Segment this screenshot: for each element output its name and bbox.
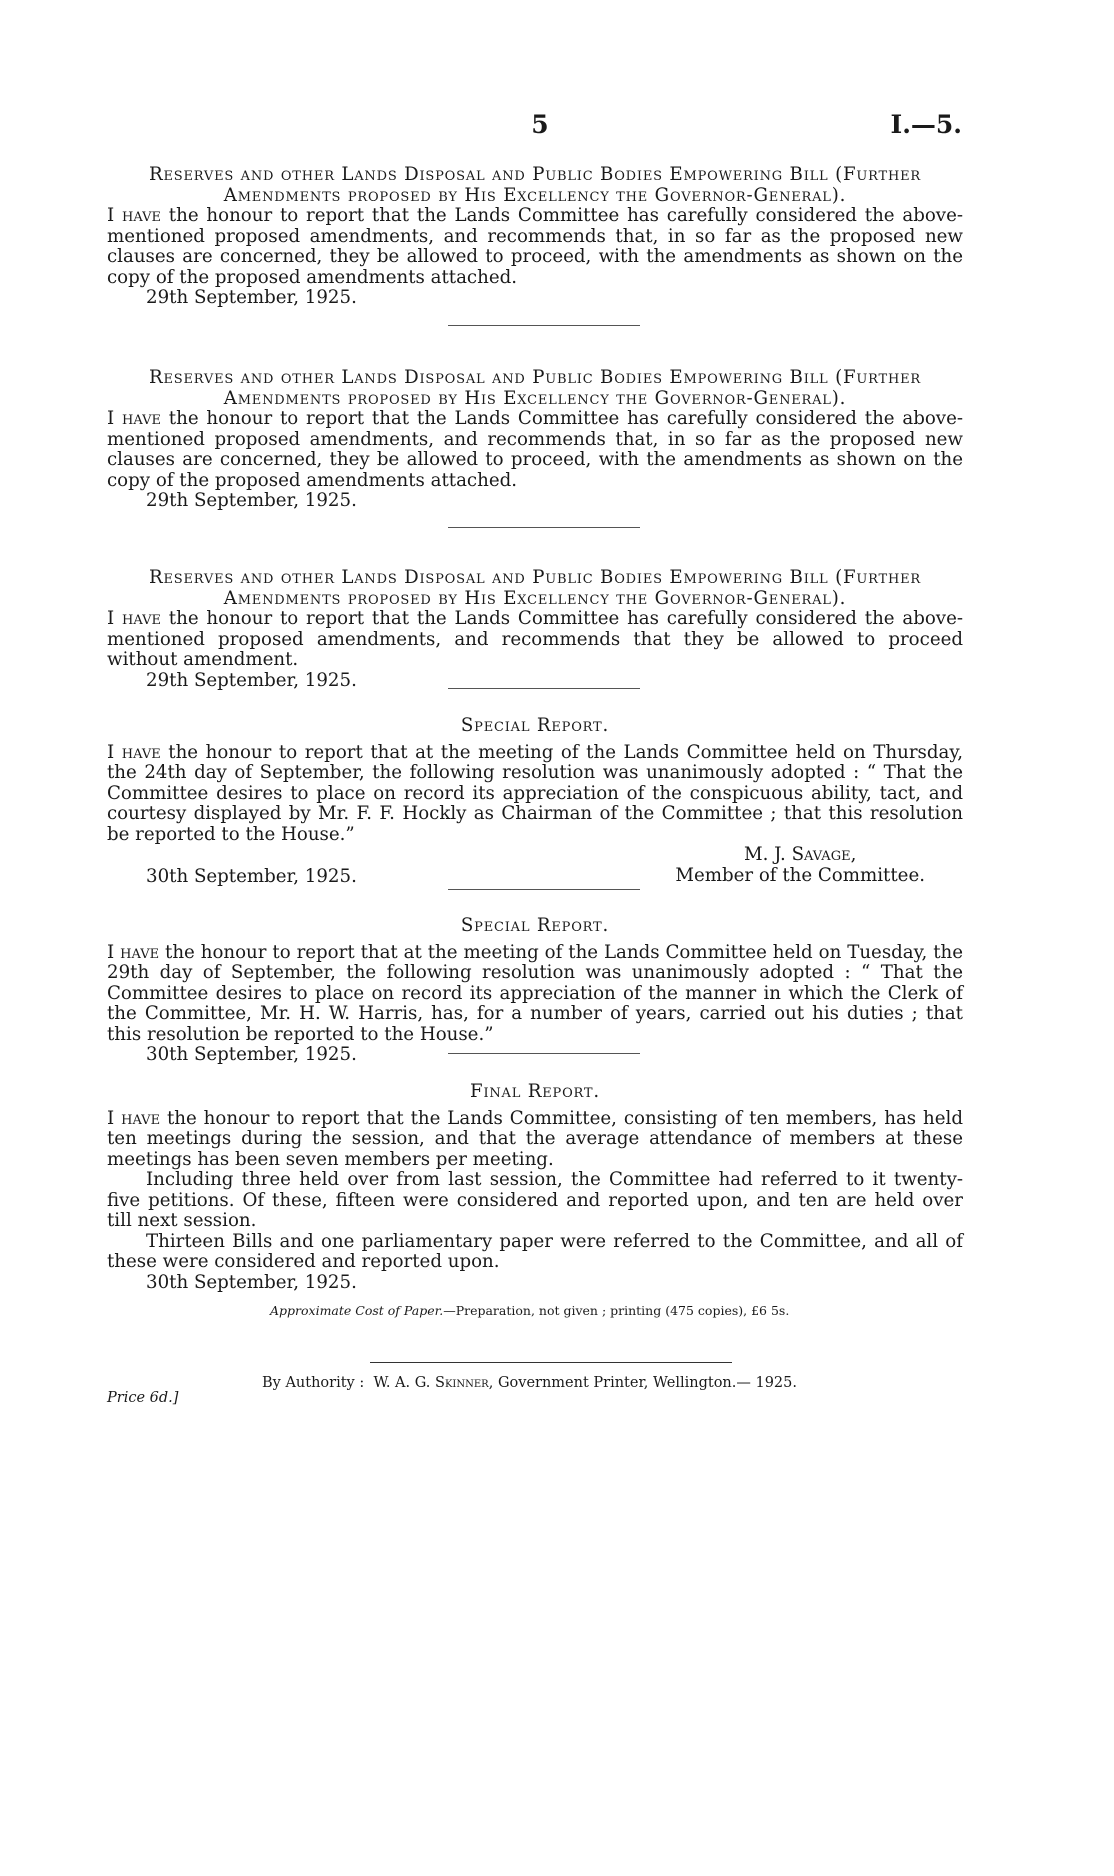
report-text: the honour to report that at the meeting of the Lands Committee held on Thursday, the 24th day of September, the following resolution was unanimously adopted : “ That the Committee desires to place on record its appreciation of the conspicuous ability, tact, and courtesy displayed by Mr. F. F. Hockly as Chairman of the Committee ; that this resolution be reported to the House.”	[107, 741, 963, 845]
final-report-para-3: Thirteen Bills and one parliamentary paper were referred to the Committee, and all of these were considered and reported upon.	[107, 1230, 963, 1272]
section-divider	[448, 1053, 640, 1054]
special-report-date: 30th September, 1925.	[146, 1044, 357, 1065]
report-heading-line1: Reserves and other Lands Disposal and Public Bodies Empowering Bill (Further	[149, 367, 921, 388]
printer-name: W. A. G. Skinner,	[373, 1375, 494, 1391]
report-3	[107, 568, 963, 691]
signature-block	[675, 845, 925, 886]
final-report-heading: Final Report.	[470, 1081, 600, 1102]
report-opening: I have	[107, 741, 161, 763]
report-opening: I have	[107, 408, 161, 429]
signatory-title: Member of the Committee.	[675, 864, 925, 886]
report-body	[107, 609, 963, 671]
report-heading-line2: Amendments proposed by His Excellency the Governor-General).	[223, 587, 847, 609]
special-report-heading: Special Report.	[460, 715, 610, 736]
report-date: 29th September, 1925.	[146, 490, 357, 511]
section-divider	[448, 889, 640, 890]
section-divider	[448, 527, 640, 528]
section-divider	[448, 688, 640, 689]
special-report-date: 30th September, 1925.	[146, 865, 357, 887]
report-opening: I have	[107, 941, 160, 963]
report-opening: I have	[107, 1107, 161, 1129]
cost-text: —Preparation, not given ; printing (475 copies), £6 5s.	[443, 1303, 790, 1318]
paper-code: I.—5.	[890, 110, 962, 139]
printer-details: Government Printer, Wellington.— 1925.	[497, 1375, 797, 1391]
special-report-2	[107, 916, 963, 1066]
report-heading-line1: Reserves and other Lands Disposal and Public Bodies Empowering Bill (Further	[149, 567, 921, 588]
final-report-para-1	[107, 1109, 963, 1171]
report-2	[107, 368, 963, 512]
signature-row	[107, 845, 963, 887]
final-report	[107, 1082, 963, 1293]
section-divider	[448, 325, 640, 326]
final-report-date: 30th September, 1925.	[146, 1271, 357, 1293]
price-label: Price 6d.]	[107, 1390, 179, 1406]
report-heading-line2: Amendments proposed by His Excellency the Governor-General).	[223, 184, 847, 206]
final-report-para-2: Including three held over from last session, the Committee had referred to it twenty-five petitions. Of these, fifteen were considered and reported upon, and ten are held over till next session.	[107, 1169, 963, 1231]
cost-label: Approximate Cost of Paper.	[270, 1303, 444, 1318]
report-text: the honour to report that the Lands Committee has carefully considered the above-mentioned proposed amendments, and recommends that, in so far as the proposed new clauses are concerned, they be allowed to proceed, with the amendments as shown on the copy of the proposed amendments attached.	[107, 205, 963, 288]
report-date: 29th September, 1925.	[146, 287, 357, 308]
special-report-body	[107, 943, 963, 1046]
report-text: the honour to report that the Lands Committee has carefully considered the above-mentioned proposed amendments, and recommends that, in so far as the proposed new clauses are concerned, they be allowed to proceed, with the amendments as shown on the copy of the proposed amendments attached.	[107, 408, 963, 491]
special-report-1	[107, 716, 963, 887]
cost-of-paper-note	[270, 1303, 789, 1318]
report-text: the honour to report that at the meeting of the Lands Committee held on Tuesday, the 29th day of September, the following resolution was unanimously adopted : “ That the Committee desires to place on record its appreciation of the manner in which the Clerk of the Committee, Mr. H. W. Harris, has, for a number of years, carried out his duties ; that this resolution be reported to the House.”	[107, 941, 963, 1045]
report-opening: I have	[107, 205, 161, 226]
imprint-rule	[370, 1362, 732, 1363]
report-heading-line1: Reserves and other Lands Disposal and Public Bodies Empowering Bill (Further	[149, 164, 921, 185]
special-report-heading: Special Report.	[460, 915, 610, 936]
page-number: 5	[531, 110, 549, 139]
report-date: 29th September, 1925.	[146, 669, 357, 691]
special-report-body	[107, 743, 963, 846]
report-text: the honour to report that the Lands Committee, consisting of ten members, has held ten meetings during the session, and that the average attendance of members at these meetings has been seven members per meeting.	[107, 1107, 963, 1170]
report-opening: I have	[107, 608, 161, 629]
report-body	[107, 409, 963, 491]
report-heading-line2: Amendments proposed by His Excellency the Governor-General).	[223, 387, 847, 409]
report-body	[107, 206, 963, 288]
report-1	[107, 165, 963, 309]
report-text: the honour to report that the Lands Committee has carefully considered the above-mentioned proposed amendments, and recommends that they be allowed to proceed without amendment.	[107, 608, 963, 670]
authority-label: By Authority :	[262, 1375, 365, 1391]
signatory-name: M. J. Savage,	[743, 844, 857, 865]
printer-imprint	[262, 1375, 797, 1391]
